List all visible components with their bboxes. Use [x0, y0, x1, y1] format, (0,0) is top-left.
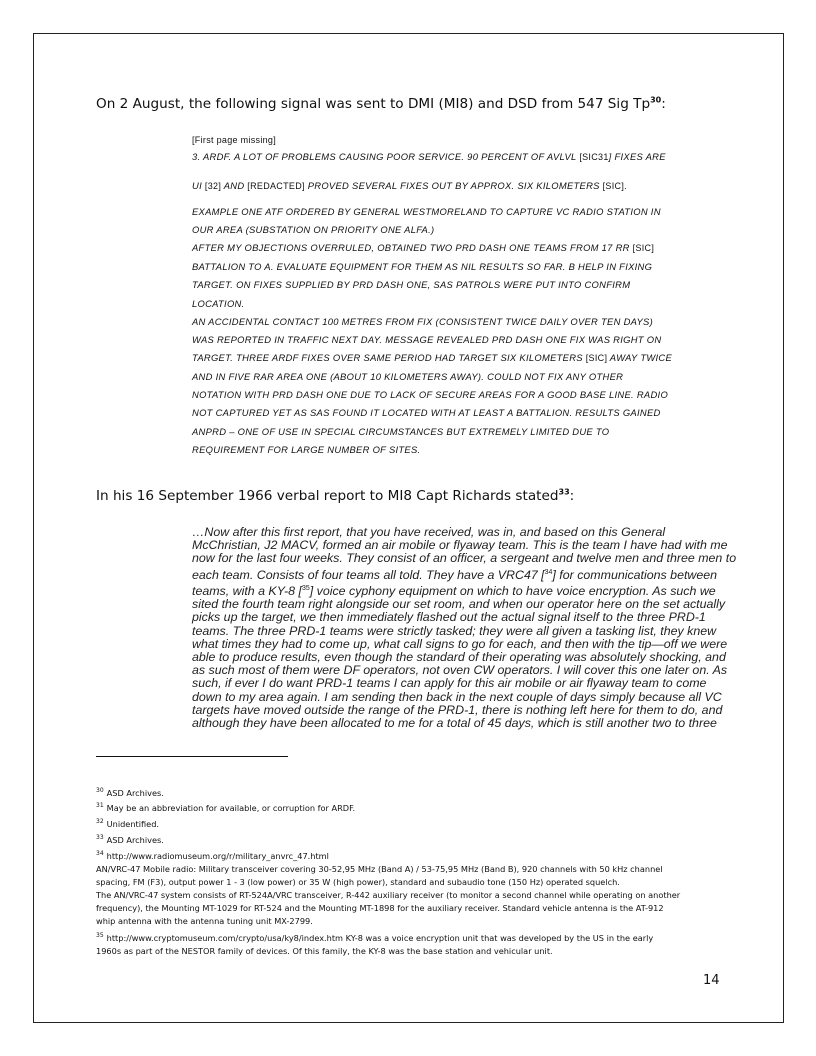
signal-line: EXAMPLE ONE ATF ORDERED BY GENERAL WESTMORELAND TO CAPTURE VC RADIO STATION IN	[192, 206, 661, 217]
quote-line: teams, with a KY-8 [$^{35}$] voice cyphony equipment on which to have voice encryption. As such we	[192, 584, 716, 599]
signal-line: AND IN FIVE RAR AREA ONE (ABOUT 10 KILOMETERS AWAY). COULD NOT FIX ANY OTHER	[192, 371, 624, 382]
signal-line: WAS REPORTED IN TRAFFIC NEXT DAY. MESSAGE REVEALED PRD DASH ONE FIX WAS RIGHT ON	[192, 334, 662, 345]
redacted-marker: [REDACTED]	[247, 181, 305, 191]
footnote-ref[interactable]: 30	[650, 95, 662, 105]
signal-line: NOT CAPTURED YET AS SAS FOUND IT LOCATED WITH AT LEAST A BATTALION. RESULTS GAINED	[192, 407, 661, 418]
signal-line: LOCATION.	[192, 298, 245, 309]
signal-line: AFTER MY OBJECTIONS OVERRULED, OBTAINED TWO PRD DASH ONE TEAMS FROM 17 RR [SIC]	[192, 242, 655, 253]
footnote-text: 1960s as part of the NESTOR family of devices. Of this family, the KY-8 was the base station and vehicular unit.	[96, 946, 553, 957]
footnote-ref[interactable]: 33	[558, 487, 570, 497]
signal-line: TARGET. ON FIXES SUPPLIED BY PRD DASH ONE, SAS PATROLS WERE PUT INTO CONFIRM	[192, 279, 631, 290]
quote-line: picks up the target, we then immediately flashed out the actual signal itself to the three PRD-1	[192, 610, 706, 625]
signal-line: UI [32] AND [REDACTED] PROVED SEVERAL FIXES OUT BY APPROX. SIX KILOMETERS [SIC].	[192, 180, 627, 191]
quote-line: down to my area again. I am sending then back in the next couple of days simply because all VC	[192, 689, 722, 704]
footnote-31: $^{31}$ May be an abbreviation for available, or corruption for ARDF.	[96, 802, 356, 813]
footnote-34	[96, 850, 721, 929]
intro-text: In his 16 September 1966 verbal report to MI8 Capt Richards stated	[96, 488, 559, 504]
signal-line: OUR AREA (SUBSTATION ON PRIORITY ONE ALFA.)	[192, 224, 435, 235]
intro-colon: :	[569, 488, 575, 504]
footnote-ref[interactable]: 32	[207, 181, 219, 191]
signal-line: NOTATION WITH PRD DASH ONE DUE TO LACK OF SECURE AREAS FOR A GOOD BASE LINE. RADIO	[192, 389, 669, 400]
footnote-ref[interactable]: 31	[598, 152, 609, 162]
signal-line: TARGET. THREE ARDF FIXES OVER SAME PERIOD HAD TARGET SIX KILOMETERS [SIC] AWAY TWICE	[192, 352, 673, 363]
quote-line: teams. The three PRD-1 teams were strictly tasked; they were all given a tasking list, they knew	[192, 623, 717, 638]
signal-line: 3. ARDF. A LOT OF PROBLEMS CAUSING POOR SERVICE. 90 PERCENT OF AVLVL [SIC31] FIXES ARE	[192, 151, 666, 162]
signal-line: REQUIREMENT FOR LARGE NUMBER OF SITES.	[192, 444, 421, 455]
signal-line: AN ACCIDENTAL CONTACT 100 METRES FROM FIX (CONSISTENT TWICE DAILY OVER TEN DAYS)	[192, 316, 654, 327]
quote-line: such, if ever I do want PRD-1 teams I can apply for this air mobile or air flyaway team to come	[192, 676, 707, 691]
footnote-ref[interactable]: 34	[544, 568, 553, 576]
quote-line: now for the last four weeks. They consist of an officer, a sergeant and twelve men and three men to	[192, 551, 737, 566]
footnote-text: frequency), the Mounting MT-1029 for RT-524 and the Mounting MT-1898 for the auxiliary receiver. Standard vehicle antenna is the AT-912	[96, 903, 664, 914]
quote-line: what times they had to come up, what call signs to go for each, and then with the tip—off we were	[192, 636, 728, 651]
quote-line: although they have been allocated to me for a total of 45 days, which is still another two to three	[192, 716, 717, 731]
signal-first-page-missing: [First page missing]	[192, 135, 277, 145]
footnote-35	[96, 932, 721, 958]
footnote-35-first-line: $^{35}$ http://www.cryptomuseum.com/crypto/usa/ky8/index.htm KY-8 was a voice encryption unit that was developed by the US in the early	[96, 932, 654, 943]
footnote-30: $^{30}$ ASD Archives.	[96, 787, 164, 798]
intro-paragraph-report	[96, 488, 574, 504]
quote-line: McChristian, J2 MACV, formed an air mobile or flyaway team. This is the team I have had with me	[192, 538, 728, 553]
footnote-text: whip antenna with the antenna tuning unit MX-2799.	[96, 916, 313, 927]
footnote-33: $^{33}$ ASD Archives.	[96, 834, 164, 845]
quote-line: sited the fourth team right alongside our set room, and when our operator here on the set actually	[192, 597, 726, 612]
signal-line: BATTALION TO A. EVALUATE EQUIPMENT FOR THEM AS NIL RESULTS SO FAR. B HELP IN FIXING	[192, 261, 653, 272]
quote-line: each team. Consists of four teams all told. They have a VRC47 [$^{34}$] for communications between	[192, 567, 718, 582]
footnote-34-link-line: $^{34}$ http://www.radiomuseum.org/r/military_anvrc_47.html	[96, 850, 329, 861]
quote-line: …Now after this first report, that you have received, was in, and based on this General	[192, 525, 666, 539]
intro-paragraph-signal	[96, 96, 666, 112]
footnote-link[interactable]: http://www.radiomuseum.org/r/military_anvrc_47.html	[106, 851, 329, 861]
footnote-separator	[96, 756, 288, 757]
intro-text: On 2 August, the following signal was sent to DMI (MI8) and DSD from 547 Sig Tp	[96, 96, 651, 112]
footnote-text: spacing, FM (F3), output power 1 - 3 (low power) or 35 W (high power), standard and subaudio tone (150 Hz) operated squelch.	[96, 877, 620, 888]
page-number: 14	[703, 973, 720, 988]
footnote-text: AN/VRC-47 Mobile radio: Military transceiver covering 30-52,95 MHz (Band A) / 53-75,95 MHz (Band B), 920 channels with 50 kHz channel	[96, 864, 663, 875]
footnote-32: $^{32}$ Unidentified.	[96, 818, 159, 829]
footnote-text: The AN/VRC-47 system consists of RT-524A/VRC transceiver, R-442 auxiliary receiver (to monitor a second channel while operating on another	[96, 890, 681, 901]
quote-line: targets have moved outside the range of the PRD-1, there is nothing left here for them to do, and	[192, 702, 723, 717]
quote-line: able to produce results, even though the standard of their operating was absolutely shocking, and	[192, 650, 726, 665]
quote-line: as such most of them were DF operators, not oven CW operators. I will cover this one later on. As	[192, 663, 728, 678]
footnote-ref[interactable]: 35	[301, 584, 310, 592]
signal-line: ANPRD – ONE OF USE IN SPECIAL CIRCUMSTANCES BUT EXTREMELY LIMITED DUE TO	[192, 426, 610, 437]
intro-colon: :	[661, 96, 666, 112]
report-quote	[192, 525, 737, 731]
